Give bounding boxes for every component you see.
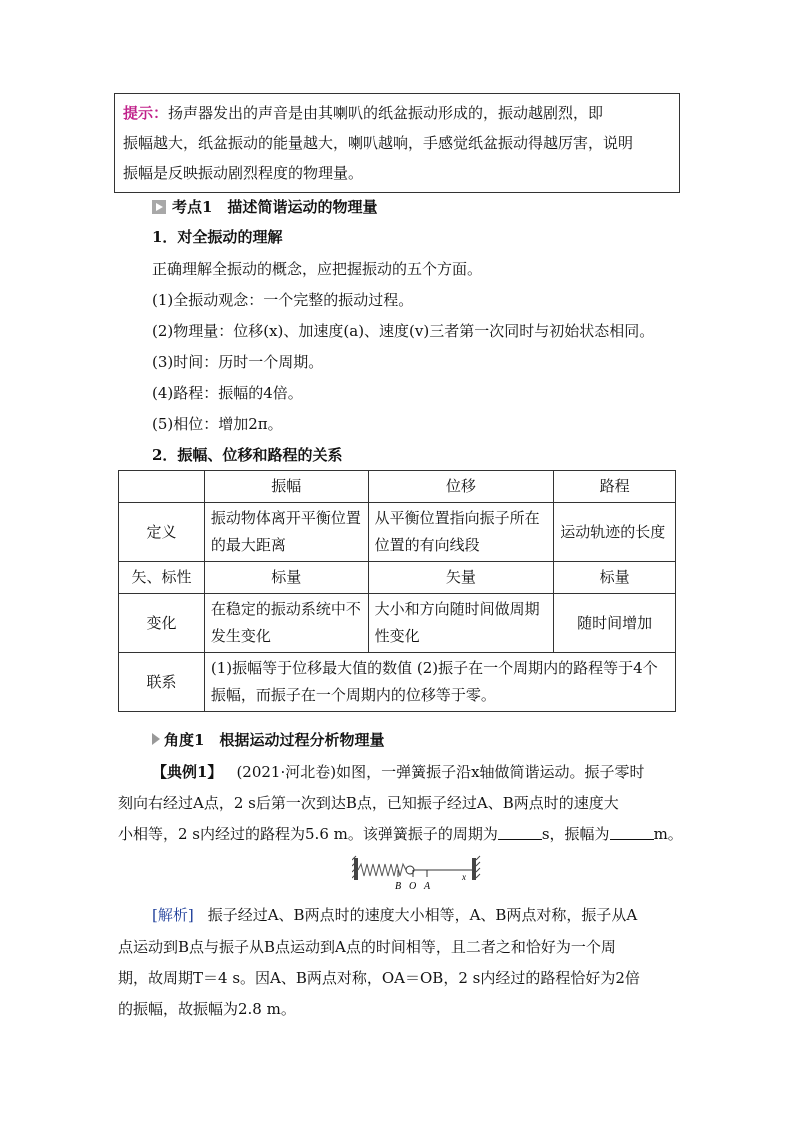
analysis-text-3: 期，故周期T＝4 s。因A、B两点对称，OA＝OB，2 s内经过的路程恰好为2倍 bbox=[118, 969, 640, 987]
spring-oscillator-figure bbox=[352, 852, 482, 894]
table-cell: (1)振幅等于位移最大值的数值 (2)振子在一个周期内的路程等于4个振幅，而振子在一个周期内的位移等于零。 bbox=[204, 653, 675, 712]
example-text-3a: 小相等，2 s内经过的路程为5.6 m。该弹簧振子的周期为 bbox=[118, 825, 498, 843]
table-cell: 运动轨迹的长度 bbox=[554, 503, 676, 562]
table-header-row bbox=[119, 471, 676, 503]
analysis-text-2: 点运动到B点与振子从B点运动到A点的时间相等，且二者之和恰好为一个周 bbox=[118, 938, 616, 956]
table-cell: 标量 bbox=[204, 562, 368, 594]
hint-text-3: 振幅是反映振动剧烈程度的物理量。 bbox=[123, 164, 364, 182]
angle-title: 角度1 根据运动过程分析物理量 bbox=[164, 731, 385, 749]
spring bbox=[358, 864, 406, 876]
part2-title: 2．振幅、位移和路程的关系 bbox=[152, 446, 343, 464]
play-marker-icon bbox=[152, 200, 166, 214]
table-header-cell: 路程 bbox=[554, 471, 676, 503]
table-row-label: 联系 bbox=[119, 653, 205, 712]
part1-item-5: (5)相位：增加2π。 bbox=[152, 415, 283, 433]
table-row-label: 变化 bbox=[119, 594, 205, 653]
section-title: 考点1 描述简谐运动的物理量 bbox=[172, 198, 378, 216]
example-label: 【典例1】 bbox=[152, 763, 223, 781]
label-a: A bbox=[424, 881, 431, 892]
left-wall bbox=[352, 856, 358, 880]
table-row bbox=[119, 594, 676, 653]
hint-text-2: 振幅越大，纸盆振动的能量越大，喇叭越响，手感觉纸盆振动得越厉害，说明 bbox=[123, 134, 634, 152]
table-cell: 随时间增加 bbox=[554, 594, 676, 653]
section-heading bbox=[152, 196, 377, 217]
example-line-1 bbox=[152, 761, 645, 782]
analysis-label: [解析] bbox=[152, 906, 194, 924]
table-row bbox=[119, 653, 676, 712]
part1-title: 1．对全振动的理解 bbox=[152, 228, 283, 246]
part1-intro: 正确理解全振动的概念，应把握振动的五个方面。 bbox=[152, 260, 483, 278]
example-text-3b: s，振幅为 bbox=[541, 825, 610, 843]
table-cell: 矢量 bbox=[368, 562, 554, 594]
hint-line-1 bbox=[123, 98, 671, 128]
example-line-3 bbox=[118, 823, 683, 844]
hint-box bbox=[114, 93, 680, 193]
table-cell: 在稳定的振动系统中不发生变化 bbox=[204, 594, 368, 653]
table-cell: 从平衡位置指向振子所在位置的有向线段 bbox=[368, 503, 554, 562]
table-row bbox=[119, 503, 676, 562]
analysis-text-4: 的振幅，故振幅为2.8 m。 bbox=[118, 1000, 296, 1018]
answer-blank-amplitude bbox=[610, 825, 654, 840]
table-header-cell bbox=[119, 471, 205, 503]
example-text-2: 刻向右经过A点，2 s后第一次到达B点，已知振子经过A、B两点时的速度大 bbox=[118, 794, 619, 812]
analysis-text-1: 振子经过A、B两点时的速度大小相等，A、B两点对称，振子从A bbox=[207, 906, 638, 924]
angle-heading bbox=[152, 729, 384, 750]
part1-item-4: (4)路程：振幅的4倍。 bbox=[152, 384, 303, 402]
hint-text-1: 扬声器发出的声音是由其喇叭的纸盆振动形成的，振动越剧烈，即 bbox=[168, 104, 604, 122]
label-b: B bbox=[395, 881, 402, 892]
hint-label: 提示： bbox=[123, 104, 169, 122]
label-x: x bbox=[462, 872, 466, 882]
table-row bbox=[119, 562, 676, 594]
table-header-cell: 位移 bbox=[368, 471, 554, 503]
example-text-3c: m。 bbox=[653, 825, 683, 843]
table-cell: 标量 bbox=[554, 562, 676, 594]
table-row-label: 矢、标性 bbox=[119, 562, 205, 594]
part1-item-1: (1)全振动观念：一个完整的振动过程。 bbox=[152, 291, 414, 309]
example-text-1: (2021·河北卷)如图，一弹簧振子沿x轴做简谐运动。振子零时 bbox=[236, 763, 645, 781]
table-header-cell: 振幅 bbox=[204, 471, 368, 503]
part1-item-2: (2)物理量：位移(x)、加速度(a)、速度(v)三者第一次同时与初始状态相同。 bbox=[152, 322, 655, 340]
answer-blank-period bbox=[498, 825, 542, 840]
table-cell: 大小和方向随时间做周期性变化 bbox=[368, 594, 554, 653]
analysis-line-1 bbox=[152, 904, 637, 925]
label-o: O bbox=[409, 881, 417, 892]
table-row-label: 定义 bbox=[119, 503, 205, 562]
table-cell: 振动物体离开平衡位置的最大距离 bbox=[204, 503, 368, 562]
play-marker-icon bbox=[152, 733, 160, 745]
part1-item-3: (3)时间：历时一个周期。 bbox=[152, 353, 324, 371]
right-wall bbox=[472, 856, 480, 880]
relation-table bbox=[118, 470, 676, 712]
